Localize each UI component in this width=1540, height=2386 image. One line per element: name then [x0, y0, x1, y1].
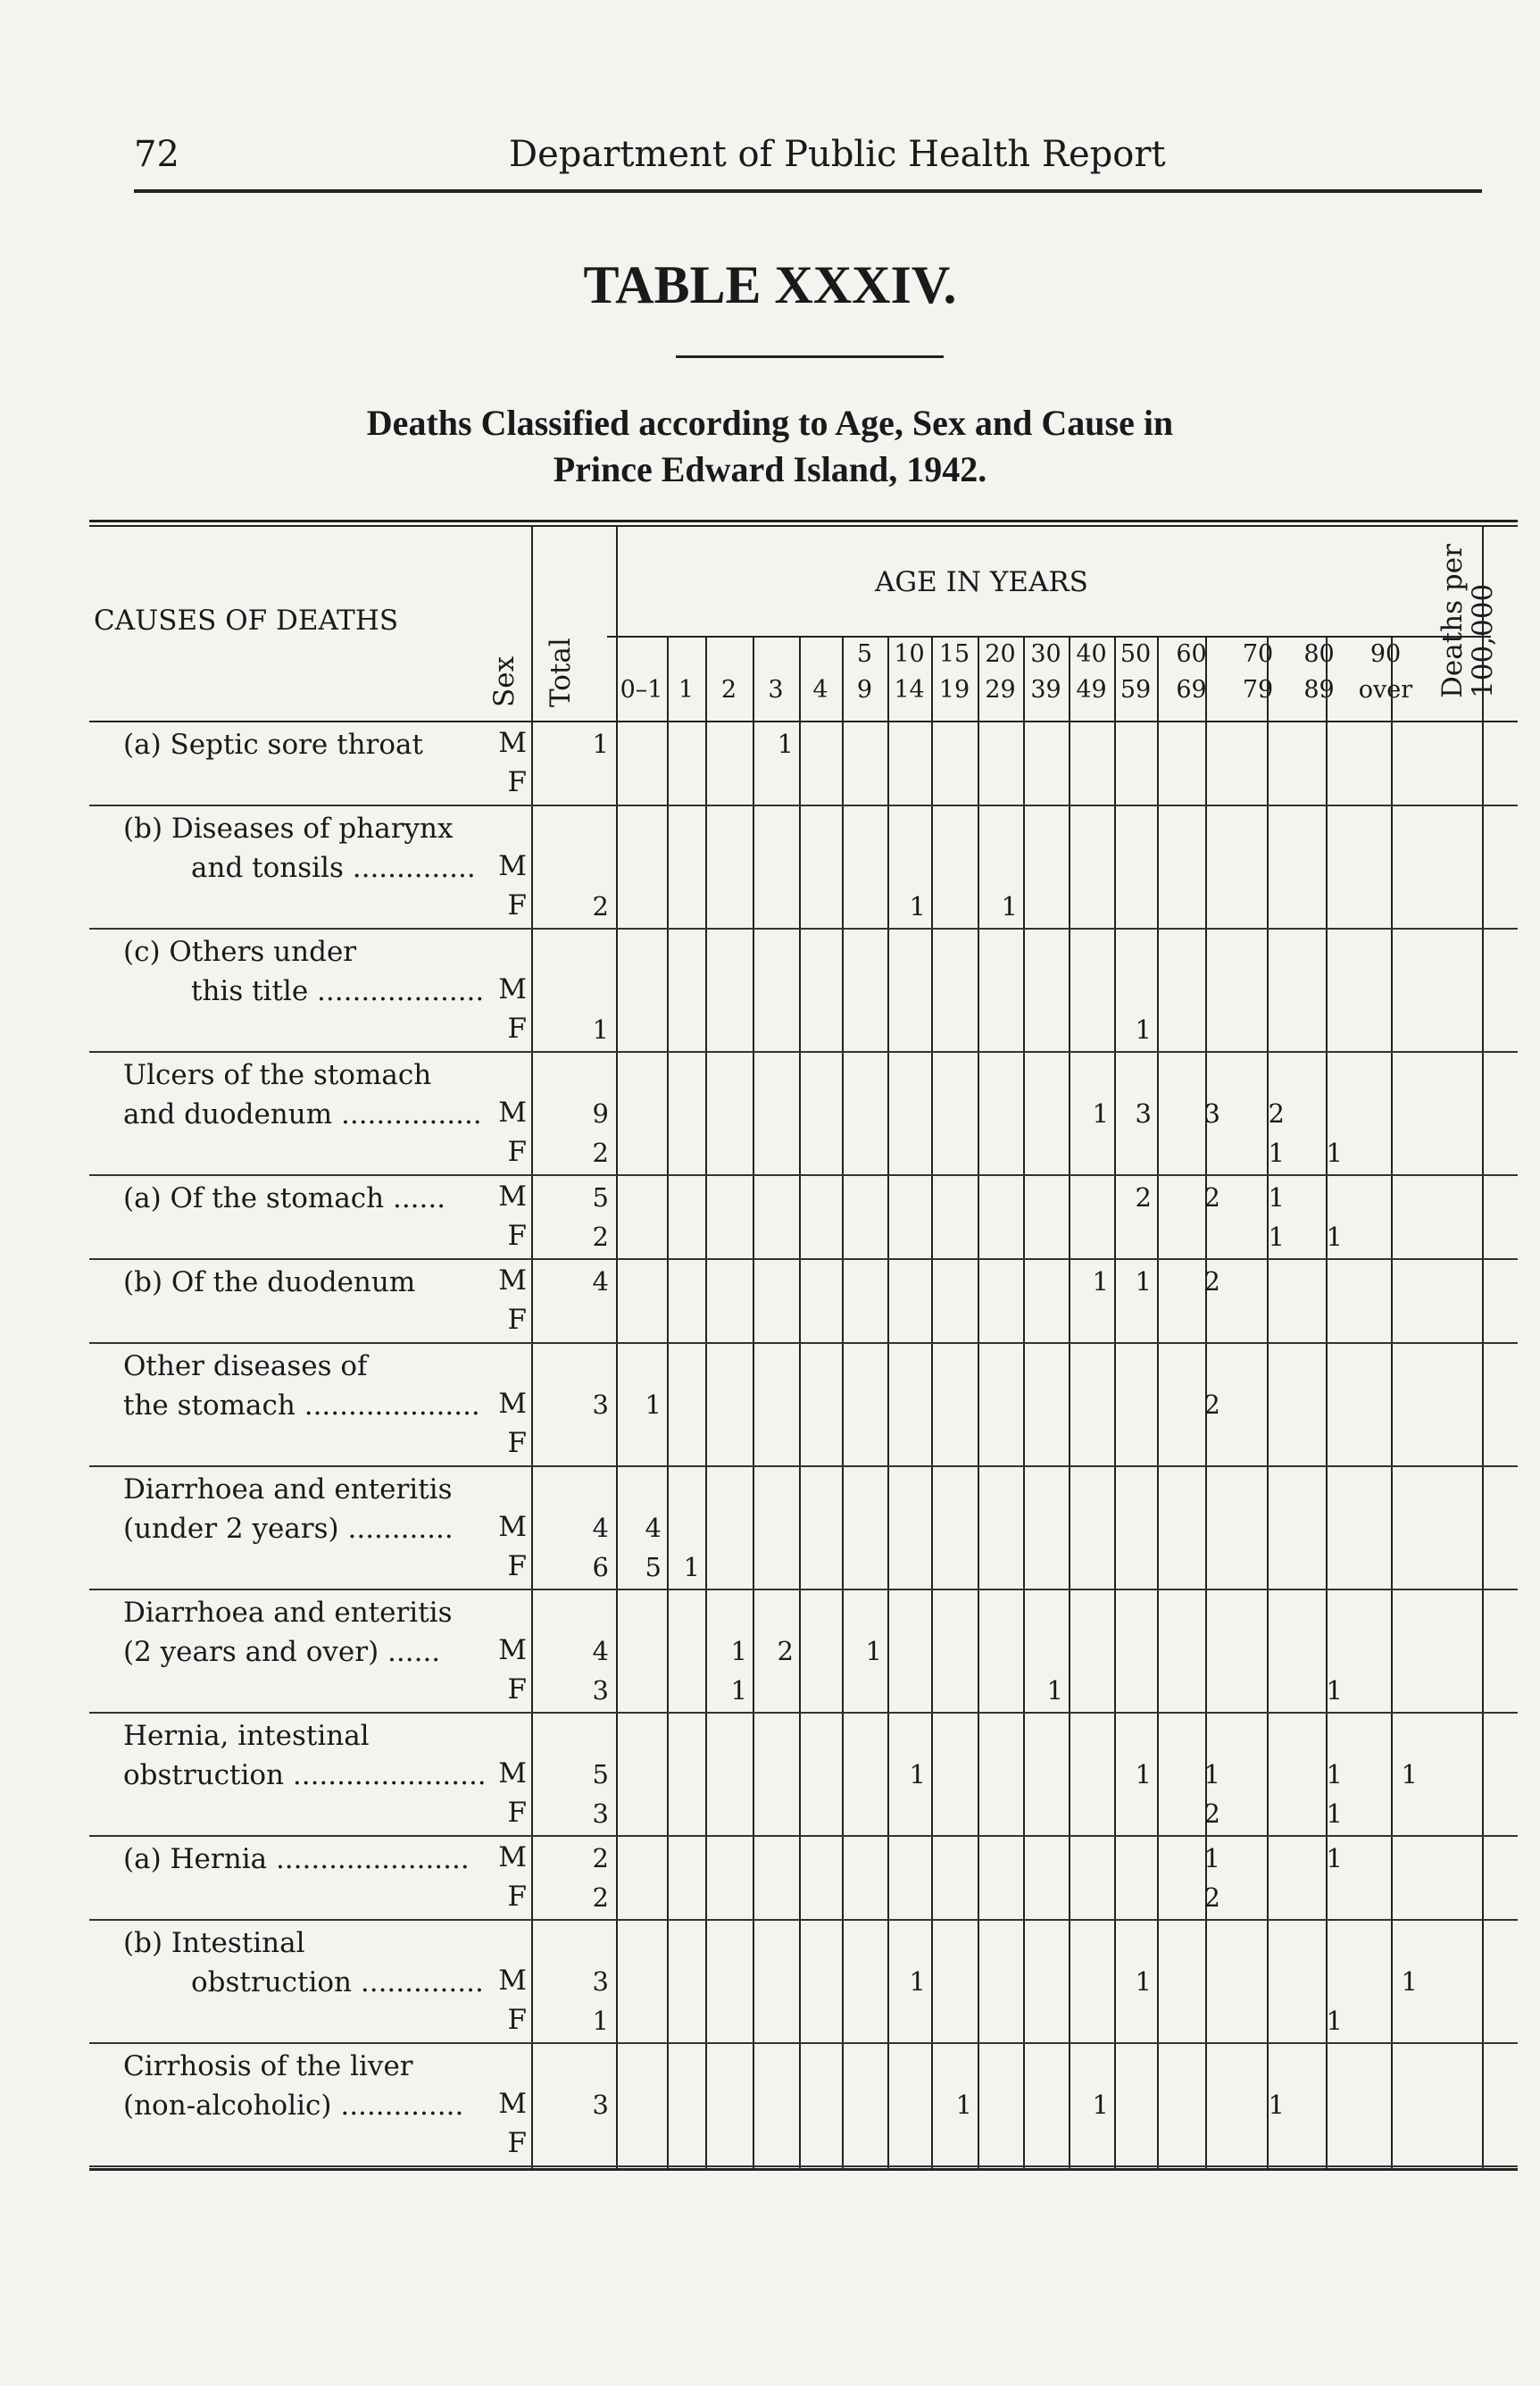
- age-group-header-bottom: 9: [856, 676, 873, 704]
- age-cell: 1: [1268, 2090, 1285, 2120]
- age-group-header-bottom: over: [1358, 676, 1413, 704]
- age-cell: 2: [1203, 1266, 1220, 1297]
- table-top-rule: [89, 520, 1518, 522]
- age-group-header-bottom: 2: [720, 676, 737, 704]
- group-divider: [89, 1712, 1518, 1714]
- deaths-per-header: [1437, 544, 1498, 698]
- sex-label: M: [498, 1180, 527, 1213]
- cause-label-line: and tonsils ..............: [191, 852, 476, 884]
- cause-label-line: (b) Diseases of pharynx: [123, 813, 454, 845]
- column-line: [1391, 636, 1393, 2168]
- age-group-header-bottom: 39: [1030, 676, 1061, 704]
- age-cell: 1: [1135, 1759, 1152, 1790]
- age-cell: 2: [777, 1636, 794, 1666]
- total-cell: 1: [592, 1014, 609, 1045]
- age-cell: 1: [1326, 1675, 1343, 1706]
- age-cell: 1: [909, 891, 926, 922]
- cause-label: [123, 809, 476, 888]
- title-divider: [676, 355, 944, 358]
- age-group-header-bottom: 79: [1242, 676, 1274, 704]
- age-in-years-header: AGE IN YEARS: [875, 566, 1088, 598]
- cause-label: [123, 1923, 484, 2002]
- age-cell: 5: [645, 1552, 662, 1582]
- column-line: [1023, 636, 1025, 2168]
- deaths-per-line-2: 100,000: [1467, 583, 1499, 698]
- age-cell: 1: [730, 1636, 747, 1666]
- cause-label-line: obstruction ......................: [123, 1759, 487, 1791]
- cause-label-line: (a) Septic sore throat: [123, 729, 423, 761]
- age-group-header-top: 15: [938, 640, 970, 668]
- column-line: [842, 636, 844, 2168]
- age-group-header-bottom: 29: [985, 676, 1016, 704]
- cause-label-line: (2 years and over) ......: [123, 1636, 441, 1668]
- age-cell: 3: [1203, 1098, 1220, 1129]
- cause-label-line: Diarrhoea and enteritis: [123, 1473, 453, 1506]
- column-line: [1267, 636, 1269, 2168]
- age-cell: 1: [1326, 1759, 1343, 1790]
- sex-label: M: [498, 1264, 527, 1297]
- cause-label: [123, 1840, 470, 1879]
- age-cell: 1: [777, 729, 794, 759]
- column-line: [1482, 527, 1484, 2168]
- total-cell: 4: [592, 1266, 609, 1297]
- cause-label-line: this title ...................: [191, 975, 485, 1007]
- age-cell: 1: [1268, 1138, 1285, 1168]
- age-cell: 1: [1326, 1138, 1343, 1168]
- sex-label: F: [507, 1427, 527, 1459]
- cause-label-line: obstruction ..............: [191, 1966, 484, 1998]
- sex-label: M: [498, 1634, 527, 1666]
- cause-label-line: (non-alcoholic) ..............: [123, 2090, 464, 2122]
- age-cell: 1: [909, 1759, 926, 1790]
- sex-label: M: [498, 1757, 527, 1790]
- age-group-header-top: 70: [1242, 640, 1274, 668]
- age-cell: 2: [1203, 1182, 1220, 1213]
- sex-label: F: [507, 1136, 527, 1168]
- sex-label: F: [507, 1797, 527, 1829]
- running-title: Department of Public Health Report: [509, 134, 1166, 175]
- age-cell: 1: [1326, 1798, 1343, 1829]
- age-cell: 1: [1401, 1759, 1418, 1790]
- table-subtitle: [0, 400, 1540, 493]
- age-cell: 1: [1326, 1843, 1343, 1873]
- column-line: [887, 636, 889, 2168]
- cause-label-line: (c) Others under: [123, 936, 357, 968]
- total-cell: 5: [592, 1759, 609, 1790]
- age-cell: 2: [1203, 1882, 1220, 1913]
- age-cell: 1: [683, 1552, 700, 1582]
- group-divider: [89, 928, 1518, 930]
- age-group-header-bottom: 69: [1176, 676, 1207, 704]
- cause-label-line: (under 2 years) ............: [123, 1513, 454, 1545]
- subtitle-line-1: Deaths Classified according to Age, Sex and Cause in: [366, 403, 1174, 443]
- age-cell: 2: [1135, 1182, 1152, 1213]
- total-cell: 9: [592, 1098, 609, 1129]
- age-cell: 1: [1046, 1675, 1063, 1706]
- header-bottom-rule: [89, 721, 1518, 722]
- column-line: [1114, 636, 1116, 2168]
- total-cell: 3: [592, 1389, 609, 1420]
- total-cell: 3: [592, 1798, 609, 1829]
- age-group-header-bottom: 4: [812, 676, 828, 704]
- cause-label: [123, 725, 423, 764]
- age-cell: 1: [1401, 1966, 1418, 1997]
- age-header-rule: [607, 636, 1491, 638]
- age-cell: 1: [955, 2090, 972, 2120]
- age-group-header-top: 5: [856, 640, 873, 668]
- page-header: [134, 134, 1482, 193]
- sex-label: F: [507, 889, 527, 922]
- age-group-header-bottom: 19: [938, 676, 970, 704]
- cause-label-line: Ulcers of the stomach: [123, 1059, 432, 1091]
- total-cell: 1: [592, 729, 609, 759]
- cause-label: [123, 1263, 415, 1302]
- total-cell: 2: [592, 1222, 609, 1252]
- sex-label: F: [507, 1220, 527, 1252]
- age-group-header-top: 20: [985, 640, 1016, 668]
- cause-label-line: (a) Of the stomach ......: [123, 1182, 446, 1214]
- column-line: [667, 636, 669, 2168]
- total-cell: 2: [592, 1138, 609, 1168]
- age-cell: 1: [1268, 1222, 1285, 1252]
- group-divider: [89, 1258, 1518, 1260]
- column-line: [616, 527, 618, 2168]
- age-cell: 1: [1135, 1014, 1152, 1045]
- total-header: Total: [545, 638, 577, 707]
- column-line: [1069, 636, 1070, 2168]
- age-cell: 1: [730, 1675, 747, 1706]
- age-group-header-top: 50: [1120, 640, 1152, 668]
- age-cell: 3: [1135, 1098, 1152, 1129]
- sex-label: F: [507, 1013, 527, 1045]
- sex-label: M: [498, 973, 527, 1005]
- total-cell: 4: [592, 1636, 609, 1666]
- cause-label: [123, 1179, 445, 1218]
- column-line: [1326, 636, 1328, 2168]
- total-cell: 2: [592, 1882, 609, 1913]
- group-divider: [89, 1835, 1518, 1837]
- age-group-header-top: 60: [1176, 640, 1207, 668]
- total-cell: 6: [592, 1552, 609, 1582]
- cause-label: [123, 1593, 452, 1672]
- sex-label: F: [507, 1550, 527, 1582]
- total-cell: 2: [592, 891, 609, 922]
- age-cell: 1: [1135, 1266, 1152, 1297]
- total-cell: 4: [592, 1513, 609, 1543]
- sex-label: F: [507, 1304, 527, 1336]
- sex-label: M: [498, 1841, 527, 1873]
- group-divider: [89, 2165, 1518, 2167]
- cause-label-line: the stomach ....................: [123, 1389, 480, 1422]
- age-cell: 1: [645, 1389, 662, 1420]
- cause-label: [123, 1055, 482, 1134]
- cause-label-line: Hernia, intestinal: [123, 1720, 370, 1752]
- sex-label: M: [498, 727, 527, 759]
- cause-label-line: Diarrhoea and enteritis: [123, 1597, 453, 1629]
- age-cell: 1: [1092, 1266, 1109, 1297]
- age-group-header-top: 80: [1303, 640, 1335, 668]
- sex-label: M: [498, 2088, 527, 2120]
- sex-label: M: [498, 850, 527, 882]
- total-cell: 1: [592, 2006, 609, 2036]
- cause-label: [123, 1470, 454, 1548]
- age-group-header-bottom: 89: [1303, 676, 1335, 704]
- total-cell: 2: [592, 1843, 609, 1873]
- age-cell: 1: [1326, 2006, 1343, 2036]
- group-divider: [89, 805, 1518, 806]
- sex-label: M: [498, 1511, 527, 1543]
- group-divider: [89, 1589, 1518, 1590]
- sex-label: M: [498, 1097, 527, 1129]
- deaths-per-line-1: Deaths per: [1436, 544, 1469, 698]
- cause-label-line: (b) Of the duodenum: [123, 1266, 416, 1298]
- age-cell: 1: [1268, 1182, 1285, 1213]
- cause-label-line: (a) Hernia ......................: [123, 1843, 470, 1875]
- cause-label: [123, 1347, 480, 1425]
- age-cell: 1: [1203, 1843, 1220, 1873]
- age-cell: 2: [1268, 1098, 1285, 1129]
- group-divider: [89, 1342, 1518, 1344]
- sex-label: F: [507, 766, 527, 798]
- age-cell: 1: [1001, 891, 1018, 922]
- age-group-header-bottom: 59: [1120, 676, 1152, 704]
- cause-label: [123, 2047, 463, 2125]
- sex-header: Sex: [488, 655, 520, 707]
- sex-label: M: [498, 1388, 527, 1420]
- age-cell: 1: [909, 1966, 926, 1997]
- age-cell: 1: [865, 1636, 882, 1666]
- age-cell: 1: [1326, 1222, 1343, 1252]
- total-cell: 3: [592, 2090, 609, 2120]
- column-line: [1157, 636, 1159, 2168]
- age-group-header-bottom: 49: [1076, 676, 1107, 704]
- age-cell: 2: [1203, 1389, 1220, 1420]
- column-line: [705, 636, 707, 2168]
- cause-label-line: Other diseases of: [123, 1350, 368, 1382]
- cause-label-line: and duodenum ................: [123, 1098, 482, 1130]
- age-cell: 4: [645, 1513, 662, 1543]
- sex-label: M: [498, 1965, 527, 1997]
- age-group-header-bottom: 3: [768, 676, 784, 704]
- table-title: TABLE XXXIV.: [583, 255, 957, 314]
- group-divider: [89, 1051, 1518, 1053]
- age-cell: 1: [1135, 1966, 1152, 1997]
- column-line: [753, 636, 754, 2168]
- sex-label: F: [507, 1881, 527, 1913]
- total-cell: 3: [592, 1966, 609, 1997]
- causes-header: CAUSES OF DEATHS: [94, 605, 399, 637]
- age-cell: 1: [1203, 1759, 1220, 1790]
- age-group-header-bottom: 0–1: [620, 676, 663, 704]
- column-line: [799, 636, 801, 2168]
- age-group-header-bottom: 1: [678, 676, 695, 704]
- column-line: [531, 527, 533, 2168]
- column-line: [978, 636, 979, 2168]
- page-number: 72: [134, 134, 179, 175]
- group-divider: [89, 1174, 1518, 1176]
- cause-label-line: Cirrhosis of the liver: [123, 2050, 413, 2082]
- cause-label: [123, 932, 484, 1011]
- column-line: [931, 636, 933, 2168]
- sex-label: F: [507, 2127, 527, 2159]
- group-divider: [89, 1919, 1518, 1921]
- age-group-header-top: 90: [1369, 640, 1402, 668]
- sex-label: F: [507, 1673, 527, 1706]
- age-group-header-top: 10: [894, 640, 925, 668]
- age-group-header-top: 40: [1076, 640, 1107, 668]
- group-divider: [89, 1465, 1518, 1467]
- age-cell: 1: [1092, 1098, 1109, 1129]
- age-group-header-bottom: 14: [894, 676, 925, 704]
- total-cell: 3: [592, 1675, 609, 1706]
- table-top-rule-2: [89, 525, 1518, 527]
- table-bottom-rule: [89, 2168, 1518, 2171]
- age-group-header-top: 30: [1030, 640, 1061, 668]
- age-cell: 2: [1203, 1798, 1220, 1829]
- sex-label: F: [507, 2004, 527, 2036]
- age-cell: 1: [1092, 2090, 1109, 2120]
- cause-label: [123, 1716, 487, 1795]
- total-cell: 5: [592, 1182, 609, 1213]
- cause-label-line: (b) Intestinal: [123, 1927, 305, 1959]
- subtitle-line-2: Prince Edward Island, 1942.: [553, 449, 987, 489]
- group-divider: [89, 2042, 1518, 2044]
